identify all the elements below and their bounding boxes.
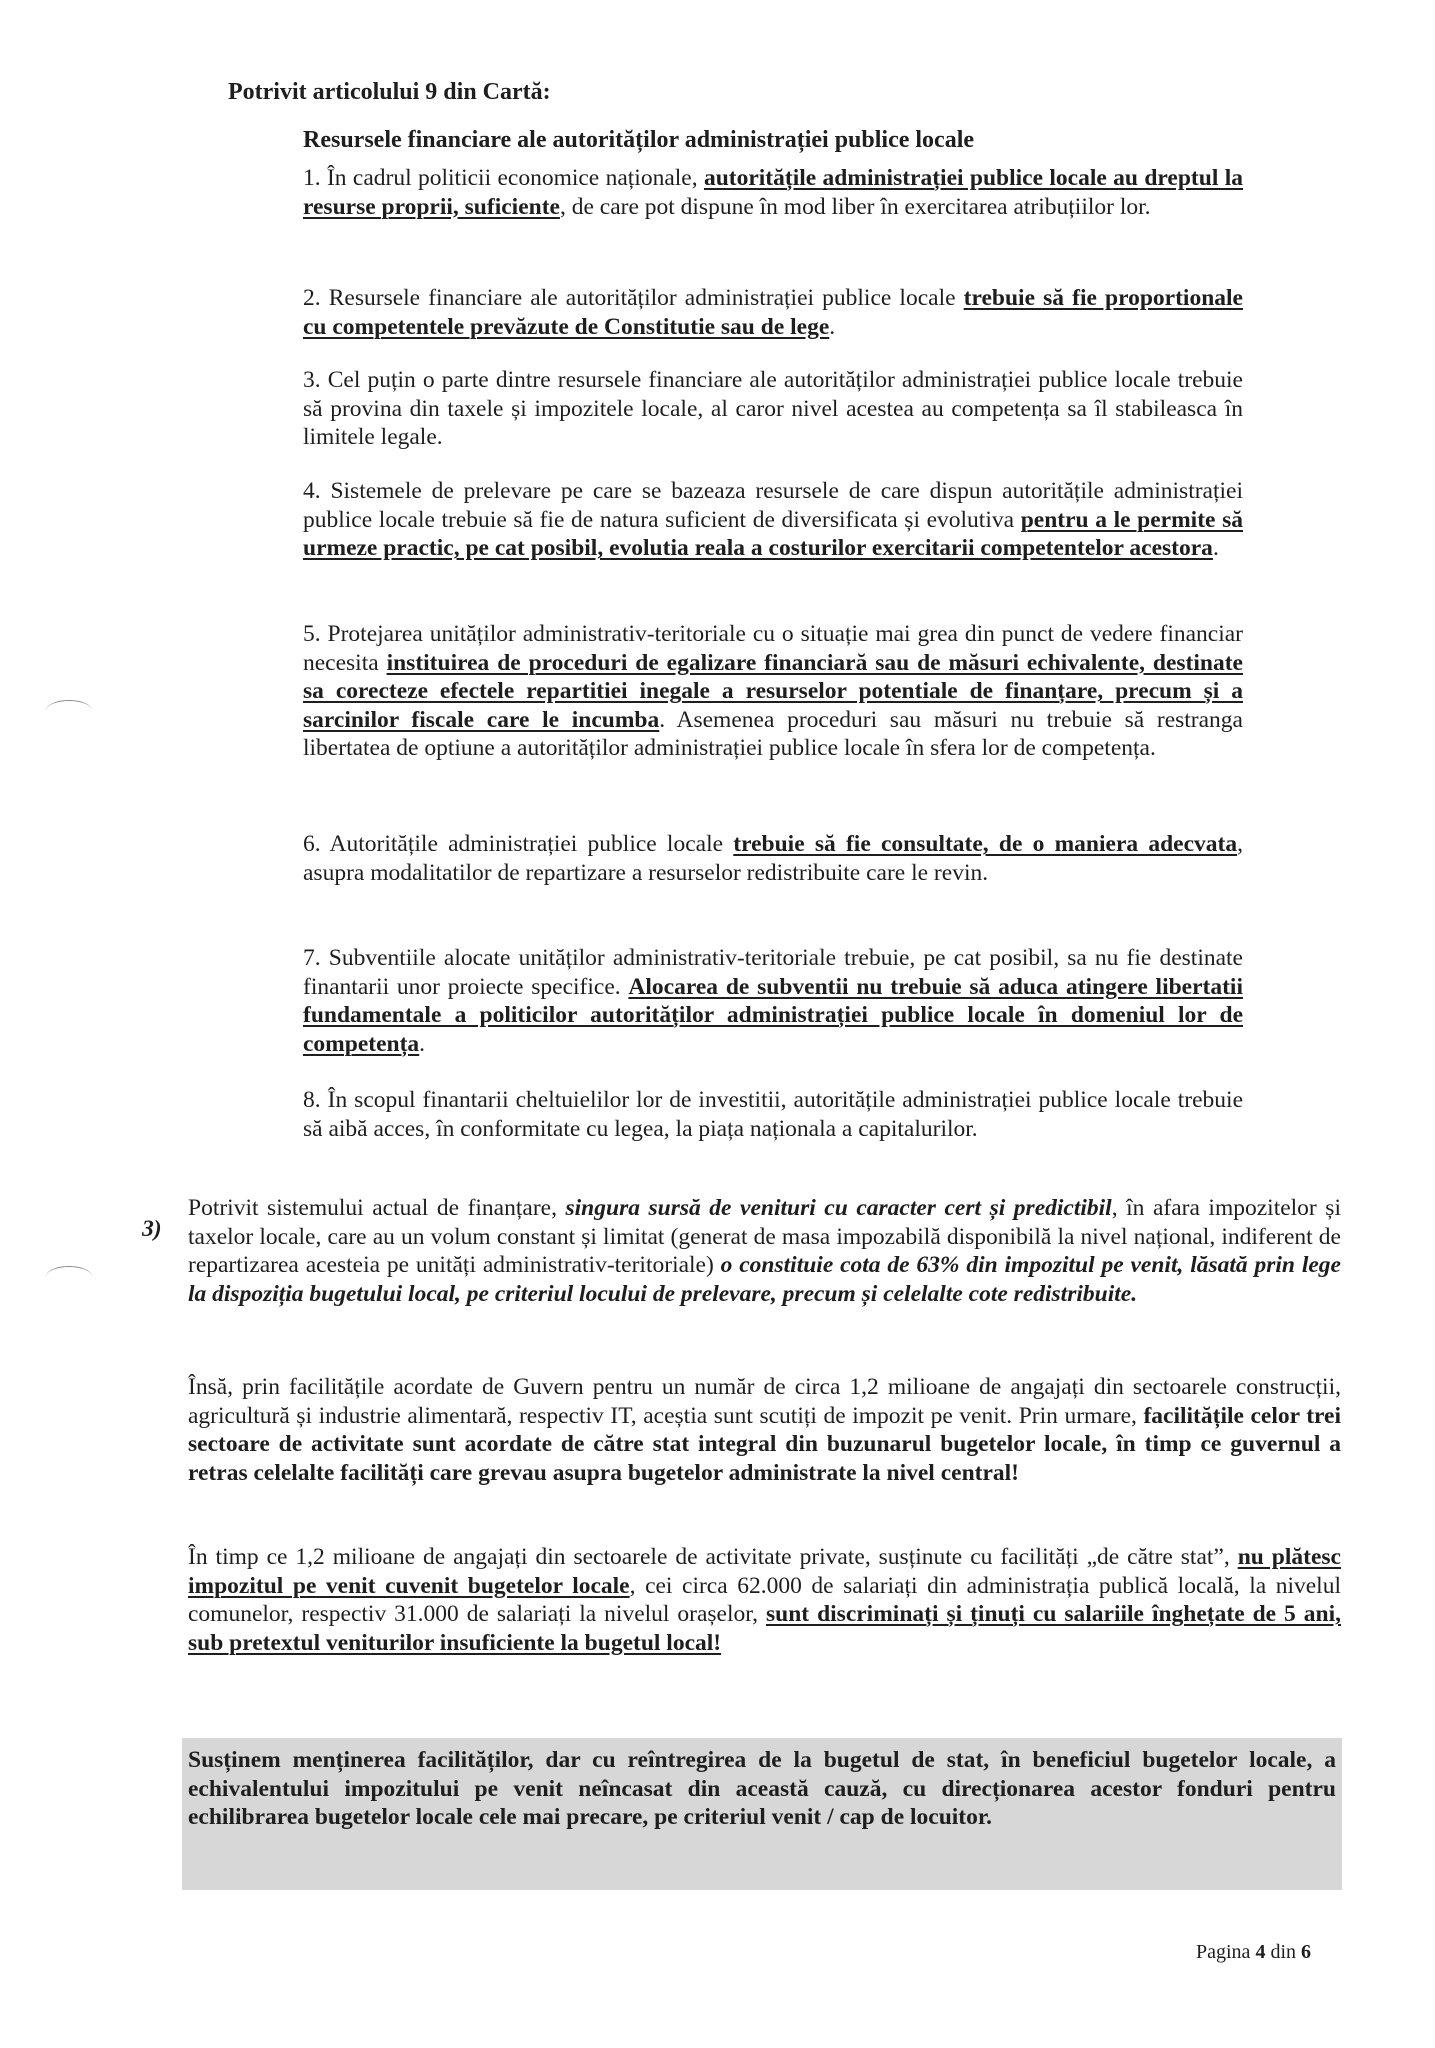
article-paragraph-4: 4. Sistemele de prelevare pe care se bazeaza resursele de care dispun autoritățile administrației publice locale trebuie să fie de natura suficient de diversificata și evolutiva pentru a le permite să urmeze practic, pe cat posibil, evolutia reala a costurilor exercitarii competentelor acestora. <box>303 478 1243 561</box>
article-paragraph-2: 2. Resursele financiare ale autorităților administrației publice locale trebuie să fie proportionale cu competentele prevăzute de Constitutie sau de lege. <box>303 285 1243 340</box>
underlined-text: sunt discriminați și ținuți cu salariile înghețate de 5 ani, sub pretextul veniturilor insuficiente la bugetul local! <box>188 1601 1341 1656</box>
footer-prefix: Pagina <box>1196 1941 1251 1963</box>
section-3-paragraph-1: Potrivit sistemului actual de finanțare, singura sursă de venituri cu caracter cert și predictibil, în afara impozitelor și taxelor locale, care au un volum constant și limitat (generat de masa impozabilă disponibilă la nivel național, indiferent de repartizarea acesteia pe unități administrativ-teritoriale) o constituie cota de 63% din impozitul pe venit, lăsată prin lege la dispoziția bugetului local, pe criteriul locului de prelevare, precum și celelalte cote redistribuite. <box>188 1195 1341 1307</box>
article-paragraph-7: 7. Subventiile alocate unităților administrativ-teritoriale trebuie, pe cat posibil, sa nu fie destinate finantarii unor proiecte specifice. Alocarea de subventii nu trebuie să aduca atingere libertatii fundamentale a politicilor autorităților administrației publice locale în domeniul lor de competența. <box>303 945 1243 1057</box>
underlined-text: pentru a le permite să urmeze practic, pe cat posibil, evolutia reala a costurilor exercitarii competentelor acestora <box>303 506 1243 561</box>
article-paragraph-3: 3. Cel puțin o parte dintre resursele financiare ale autorităților administrației publice locale trebuie să provina din taxele și impozitele locale, al caror nivel acestea au competența sa îl stabileasca în limitele legale. <box>303 367 1243 450</box>
footer-separator: din <box>1270 1941 1296 1963</box>
page-heading: Potrivit articolului 9 din Cartă: <box>228 79 551 105</box>
total-pages: 6 <box>1301 1941 1311 1963</box>
section-3-paragraph-2: Însă, prin facilitățile acordate de Guvern pentru un număr de circa 1,2 milioane de angajați din sectoarele construcții, agricultură și industrie alimentară, respectiv IT, aceștia sunt scutiți de impozit pe venit. Prin urmare, facilitățile celor trei sectoare de activitate sunt acordate de către stat integral din buzunarul bugetelor locale, în timp ce guvernul a retras celelalte facilități care grevau asupra bugetelor administrate la nivel central! <box>188 1374 1341 1486</box>
underlined-text: Alocarea de subventii nu trebuie să aduca atingere libertatii fundamentale a politicilor autorităților administrației publice locale în domeniul lor de competența <box>303 973 1243 1057</box>
scan-punch-mark <box>46 1266 92 1287</box>
scan-punch-mark <box>46 700 92 721</box>
section-number: 3) <box>142 1216 162 1242</box>
highlighted-conclusion: Susținem menținerea facilităților, dar cu reîntregirea de la bugetul de stat, în beneficiul bugetelor locale, a echivalentului impozitului pe venit neîncasat din această cauză, cu direcționarea acestor fonduri pentru echilibrarea bugetelor locale cele mai precare, pe criteriul venit / cap de locuitor. <box>182 1738 1342 1890</box>
article-paragraph-6: 6. Autoritățile administrației publice locale trebuie să fie consultate, de o maniera adecvata, asupra modalitatilor de repartizare a resurselor redistribuite care le revin. <box>303 831 1243 886</box>
section-3-paragraph-3: În timp ce 1,2 milioane de angajați din sectoarele de activitate private, susținute cu facilități „de către stat”, nu plătesc impozitul pe venit cuvenit bugetelor locale, cei circa 62.000 de salariați din administrația publică locală, la nivelul comunelor, respectiv 31.000 de salariați la nivelul orașelor, sunt discriminați și ținuți cu salariile înghețate de 5 ani, sub pretextul veniturilor insuficiente la bugetul local! <box>188 1544 1341 1656</box>
underlined-text: autoritățile administrației publice locale au dreptul la resurse proprii, suficiente <box>303 165 1243 220</box>
underlined-text: trebuie să fie proportionale cu competentele prevăzute de Constitutie sau de lege <box>303 285 1243 340</box>
article-paragraph-5: 5. Protejarea unităților administrativ-teritoriale cu o situație mai grea din punct de vedere financiar necesita instituirea de proceduri de egalizare financiară sau de măsuri echivalente, destinate sa corecteze efectele repartitiei inegale a resurselor potentiale de finanțare, precum și a sarcinilor fiscale care le incumba. Asemenea proceduri sau măsuri nu trebuie să restranga libertatea de optiune a autorităților administrației publice locale în sfera lor de competența. <box>303 621 1243 761</box>
article-paragraph-8: 8. În scopul finantarii cheltuielilor lor de investitii, autoritățile administrației publice locale trebuie să aibă acces, în conformitate cu legea, la piața naționala a capitalurilor. <box>303 1087 1243 1142</box>
page-footer <box>1196 1938 1311 1967</box>
article-title: Resursele financiare ale autorităților administrației publice locale <box>303 127 975 153</box>
underlined-text: nu plătesc impozitul pe venit cuvenit bugetelor locale <box>188 1544 1341 1599</box>
underlined-text: instituirea de proceduri de egalizare financiară sau de măsuri echivalente, destinate sa corecteze efectele repartitiei inegale a resurselor potentiale de finanțare, precum și a sarcinilor fiscale care le incumba <box>303 649 1243 733</box>
article-paragraph-1: 1. În cadrul politicii economice naționale, autoritățile administrației publice locale au dreptul la resurse proprii, suficiente, de care pot dispune în mod liber în exercitarea atribuțiilor lor. <box>303 165 1243 220</box>
underlined-text: trebuie să fie consultate, de o maniera adecvata <box>733 831 1238 857</box>
current-page-number: 4 <box>1255 1941 1266 1963</box>
